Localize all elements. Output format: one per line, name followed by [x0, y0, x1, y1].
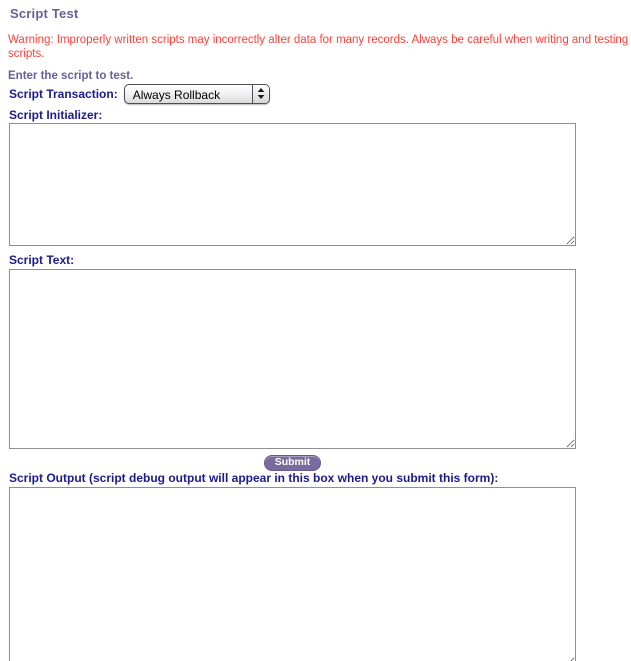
script-transaction-select[interactable] [124, 84, 270, 104]
submit-row [9, 452, 576, 468]
page-title: Script Test [10, 6, 79, 21]
warning-text: Warning: Improperly written scripts may incorrectly alter data for many records. Always be careful when writing and testing scripts. [8, 34, 629, 60]
script-text-label: Script Text: [9, 253, 75, 267]
chevron-up-down-icon [252, 85, 269, 103]
script-transaction-row [9, 83, 631, 104]
script-transaction-selected-value: Always Rollback [132, 87, 221, 102]
script-output-textarea[interactable] [9, 487, 576, 661]
script-text-textarea[interactable] [9, 269, 576, 449]
script-transaction-label: Script Transaction: [9, 86, 118, 101]
submit-button[interactable]: Submit [264, 455, 322, 471]
instruction-text: Enter the script to test. [8, 70, 134, 82]
script-initializer-textarea[interactable] [9, 123, 576, 246]
script-initializer-label: Script Initializer: [9, 108, 103, 122]
script-output-label: Script Output (script debug output will appear in this box when you submit this form): [9, 471, 499, 485]
